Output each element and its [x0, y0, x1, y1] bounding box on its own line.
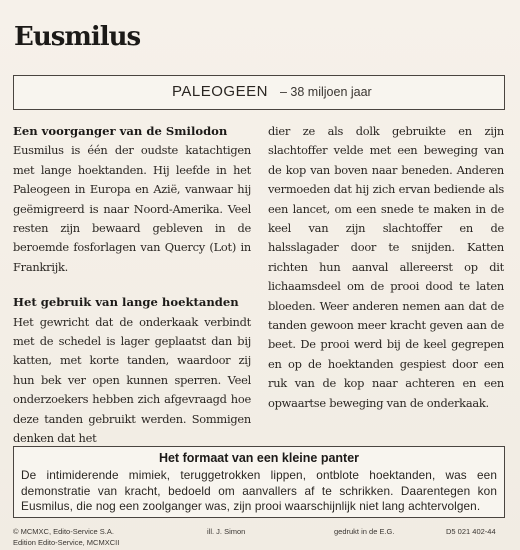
section-text: Eusmilus is één der oudste katachtigen met lange hoektanden. Hij leefde in het Paleogeen in Europa en Azië, vanwaar hij geëmigreerd is naar Noord-Amerika. Veel resten zijn bewaard gebleven in de beroemde fosforlagen van Quercy (Lot) in Frankrijk.	[13, 143, 251, 274]
era-age: – 38 miljoen jaar	[280, 85, 372, 99]
era-box	[13, 75, 505, 110]
edition-text: Edition Edito-Service, MCMXCII	[13, 538, 120, 547]
print-origin: gedrukt in de E.G.	[334, 527, 395, 536]
section-heading: Een voorganger van de Smilodon	[13, 124, 228, 138]
card-code: D5 021 402-44	[446, 527, 496, 536]
section-text: Het gewricht dat de onderkaak verbindt met de schedel is lager geplaatst dan bij katten, met korte tanden, waardoor zij hun bek ver open kunnen sperren. Veel onderzoekers hebben zich afgevraagd hoe deze tanden gebruikt werden. Sommigen denken dat het	[13, 314, 251, 446]
right-column	[268, 122, 504, 413]
info-box-title: Het formaat van een kleine panter	[158, 451, 360, 465]
era-name: PALEOGEEN	[172, 83, 268, 100]
section-heading: Het gebruik van lange hoektanden	[13, 295, 239, 310]
info-box	[13, 446, 505, 518]
copyright-text: © MCMXC, Edito-Service S.A.	[13, 527, 114, 536]
info-box-text: De intimiderende mimiek, teruggetrokken lippen, ontblote hoektanden, was een demonstratie van kracht, bedoeld om aanvallers af te schrikken. Daarentegen kon Eusmilus, die nog een zoolganger was, zijn prooi waarschijnlijk niet lang achtervolgen.	[21, 468, 497, 514]
continuation-text: dier ze als dolk gebruikte en zijn slachtoffer velde met een beweging van de kop van boven naar beneden. Anderen vermoeden dat hij zich ervan bediende als een lancet, om een snede te maken in de keel van zijn slachtoffer en de halsslagader door te snijden. Katten richten hun aanval allereerst op dit lichaamsdeel om de prooi dood te laten bloeden. Weer anderen nemen aan dat de tanden gewoon meer kracht geven aan de beet. De prooi werd bij de keel gegrepen en op de hoektanden gespiest door een ruk van de kop naar achteren en een opwaartse beweging van de onderkaak.	[268, 124, 504, 410]
card-title: Eusmilus	[14, 22, 141, 52]
left-column	[13, 122, 251, 449]
illustrator-credit: ill. J. Simon	[207, 527, 246, 536]
